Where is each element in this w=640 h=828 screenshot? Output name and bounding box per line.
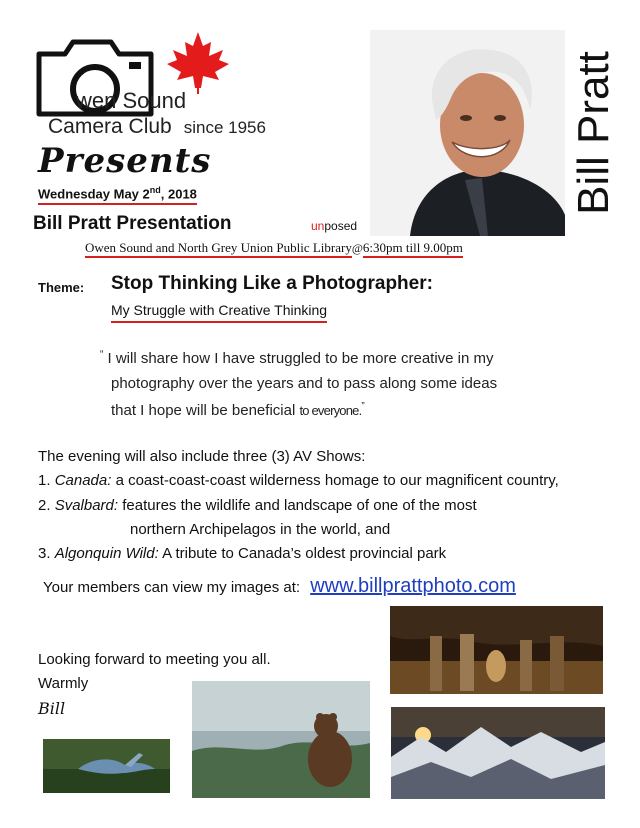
elephant-photo — [390, 606, 603, 694]
closing-line-1: Looking forward to meeting you all. — [38, 651, 271, 668]
quote-line-3-tight: to everyone. — [299, 403, 362, 418]
av-item-desc: features the wildlife and landscape of one of the most — [118, 497, 477, 514]
quote-line-3 — [111, 401, 365, 419]
maple-leaf-icon — [165, 30, 231, 96]
quote-line-3-text: that I hope will be beneficial — [111, 402, 300, 419]
event-date-year: , 2018 — [160, 186, 197, 202]
av-shows-intro: The evening will also include three (3) AV Shows: — [38, 448, 366, 465]
images-text: Your members can view my images at: — [43, 579, 305, 596]
list-item — [38, 545, 446, 562]
av-item-name: Svalbard: — [54, 497, 119, 514]
closing-line-2: Warmly — [38, 675, 89, 692]
av-item-number: 2. — [38, 497, 55, 514]
list-item — [38, 497, 477, 514]
speaker-portrait-illustration — [370, 30, 565, 236]
venue-line — [85, 240, 463, 256]
venue-at: @ — [351, 241, 363, 255]
av-item-desc: a coast-coast-coast wilderness homage to our magnificent country, — [111, 472, 559, 489]
presentation-title: Bill Pratt Presentation — [33, 213, 232, 234]
theme-label: Theme: — [38, 280, 85, 295]
club-name-text: Camera Club — [48, 115, 172, 138]
club-name-line1: wen Sound — [76, 88, 187, 113]
unposed-label — [311, 219, 357, 233]
quote-line-1 — [100, 349, 494, 367]
speaker-name-vertical-text: Bill Pratt — [569, 51, 618, 215]
signature: Bill — [38, 699, 66, 718]
av-item-name: Canada: — [54, 472, 112, 489]
av-item-desc: A tribute to Canada’s oldest provincial park — [158, 545, 447, 562]
website-link[interactable]: www.billprattphoto.com — [310, 575, 516, 597]
av-item-number: 3. — [38, 545, 55, 562]
quote-line-1-text: I will share how I have struggled to be more creative in my — [103, 350, 494, 367]
event-date-day: Wednesday May 2 — [38, 186, 150, 202]
quote-open-mark: “ — [100, 349, 104, 360]
quote-line-2: photography over the years and to pass along some ideas — [111, 375, 498, 392]
presents-heading: Presents — [38, 141, 212, 181]
bear-photo — [192, 681, 370, 798]
event-date — [38, 185, 197, 205]
club-name-line2 — [48, 115, 266, 139]
venue-time: 6:30pm till 9.00pm — [363, 240, 463, 258]
mountains-photo — [391, 707, 605, 799]
theme-subtitle: My Struggle with Creative Thinking — [111, 302, 327, 323]
unposed-rest: posed — [324, 219, 358, 233]
event-date-ordinal: nd — [149, 185, 161, 195]
speaker-name-vertical — [548, 30, 640, 236]
club-since: since 1956 — [183, 118, 266, 137]
theme-title: Stop Thinking Like a Photographer: — [111, 273, 433, 294]
speaker-portrait — [370, 30, 565, 236]
images-line — [43, 575, 516, 598]
av-item-continuation: northern Archipelagos in the world, and — [130, 521, 391, 538]
heron-photo — [43, 739, 170, 793]
av-item-number: 1. — [38, 472, 55, 489]
list-item — [38, 472, 559, 489]
venue-name: Owen Sound and North Grey Union Public Library — [85, 240, 352, 258]
quote-close-mark: ” — [361, 401, 365, 412]
av-item-name: Algonquin Wild: — [54, 545, 159, 562]
unposed-prefix: un — [311, 219, 325, 233]
